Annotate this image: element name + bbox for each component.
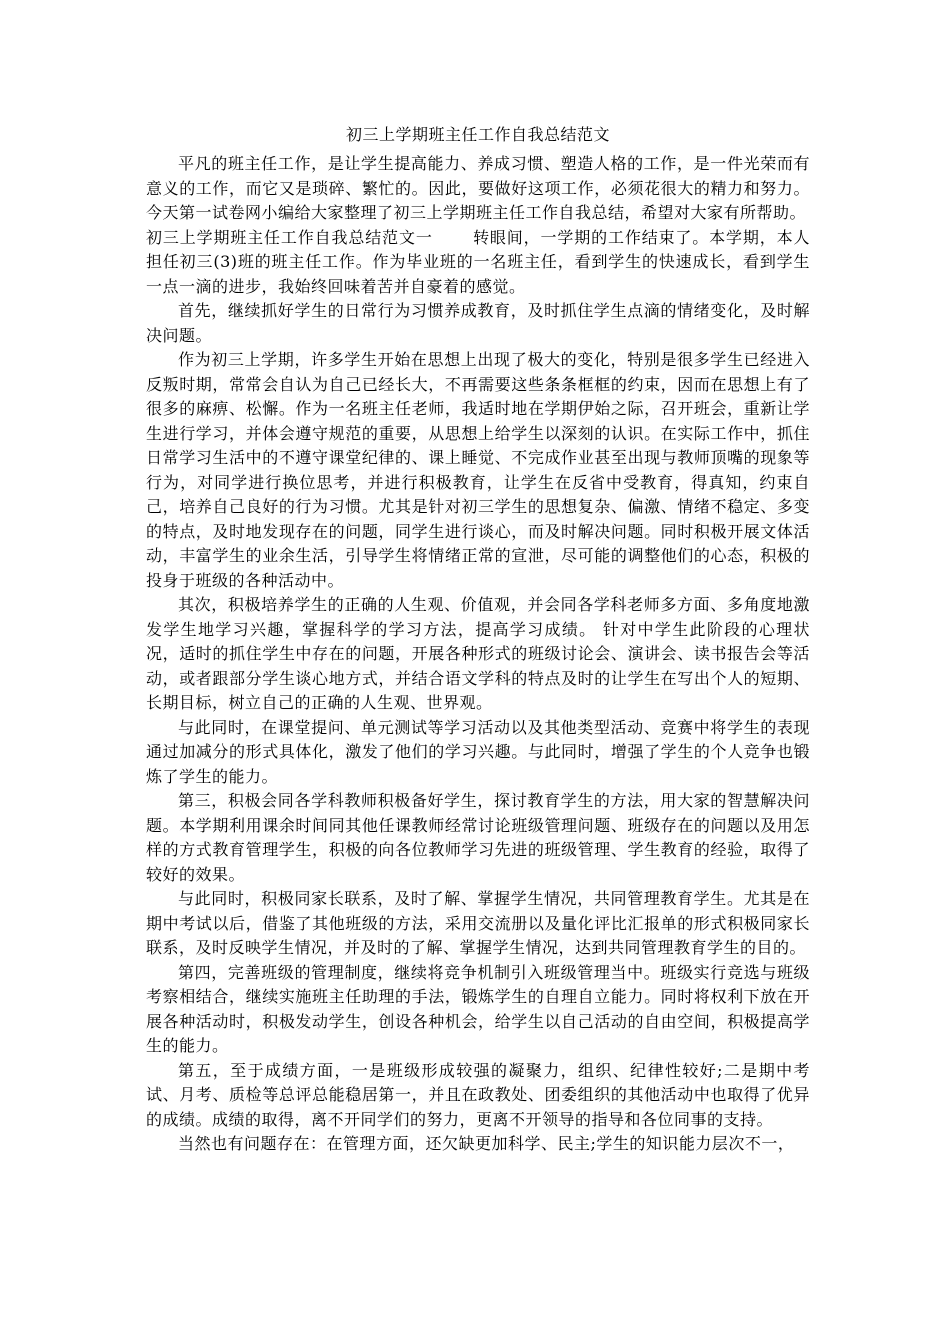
section-one-paragraph [146,226,810,300]
document-title: 初三上学期班主任工作自我总结范文 [345,125,610,144]
body-paragraph: 与此同时，积极同家长联系，及时了解、掌握学生情况，共同管理教育学生。尤其是在期中考试以后，借鉴了其他班级的方法，采用交流册以及量化评比汇报单的形式积极同家长联系，及时反映学生情况，并及时的了解、掌握学生情况，达到共同管理教育学生的目的。 [146,889,810,957]
body-paragraph: 首先，继续抓好学生的日常行为习惯养成教育，及时抓住学生点滴的情绪变化，及时解决问题。 [146,301,810,345]
body-paragraph: 作为初三上学期，许多学生开始在思想上出现了极大的变化，特别是很多学生已经进入反叛时期，常常会自认为自己已经长大，不再需要这些条条框框的约束，因而在思想上有了很多的麻痹、松懈。作为一名班主任老师，我适时地在学期伊始之际，召开班会，重新让学生进行学习，并体会遵守规范的重要，从思想上给学生以深刻的认识。在实际工作中，抓住日常学习生活中的不遵守课堂纪律的、课上睡觉、不完成作业甚至出现与教师顶嘴的现象等行为，对同学进行换位思考，并进行积极教育，让学生在反省中受教育，得真知，约束自己，培养自己良好的行为习惯。尤其是针对初三学生的思想复杂、偏激、情绪不稳定、多变的特点，及时地发现存在的问题，同学生进行谈心，而及时解决问题。同时积极开展文体活动，丰富学生的业余生活，引导学生将情绪正常的宣泄，尽可能的调整他们的心态，积极的投身于班级的各种活动中。 [146,350,810,590]
body-paragraph: 当然也有问题存在：在管理方面，还欠缺更加科学、民主;学生的知识能力层次不一， [178,1134,795,1153]
intro-paragraph: 平凡的班主任工作，是让学生提高能力、养成习惯、塑造人格的工作，是一件光荣而有意义的工作，而它又是琐碎、繁忙的。因此，要做好这项工作，必须花很大的精力和努力。今天第一试卷网小编给大家整理了初三上学期班主任工作自我总结，希望对大家有所帮助。 [146,154,810,222]
body-paragraph: 第四，完善班级的管理制度，继续将竞争机制引入班级管理当中。班级实行竞选与班级考察相结合，继续实施班主任助理的手法，锻炼学生的自理自立能力。同时将权利下放在开展各种活动时，积极发动学生，创设各种机会，给学生以自己活动的自由空间，积极提高学生的能力。 [146,962,810,1055]
body-paragraph: 第五，至于成绩方面，一是班级形成较强的凝聚力，组织、纪律性较好;二是期中考试、月考、质检等总评总能稳居第一，并且在政教处、团委组织的其他活动中也取得了优异的成绩。成绩的取得，离不开同学们的努力，更离不开领导的指导和各位同事的支持。 [146,1060,810,1129]
body-paragraph: 第三，积极会同各学科教师积极备好学生，探讨教育学生的方法，用大家的智慧解决问题。本学期利用课余时间同其他任课教师经常讨论班级管理问题、班级存在的问题以及用怎样的方式教育管理学生，积极的向各位教师学习先进的班级管理、学生教育的经验，取得了较好的效果。 [146,791,810,884]
section-heading: 初三上学期班主任工作自我总结范文一 [146,227,433,247]
body-paragraph: 与此同时，在课堂提问、单元测试等学习活动以及其他类型活动、竞赛中将学生的表现通过加减分的形式具体化，激发了他们的学习兴趣。与此同时，增强了学生的个人竞争也锻炼了学生的能力。 [146,717,810,786]
body-paragraph: 其次，积极培养学生的正确的人生观、价值观，并会同各学科老师多方面、多角度地激发学生地学习兴趣，掌握科学的学习方法，提高学习成绩。 针对中学生此阶段的心理状况，适时的抓住学生中存在的问题，开展各种形式的班级讨论会、演讲会、读书报告会等活动，或者跟部分学生谈心地方式，并结合语文学科的特点及时的让学生在写出个人的短期、长期目标，树立自己的正确的人生观、世界观。 [146,595,810,712]
document-body [146,122,810,1157]
section-first-text: 转眼间，一学期的工作结束了。本学期，本人担任初三(3)班的班主任工作。作为毕业班的一名班主任，看到学生的快速成长，看到学生一点一滴的进步，我始终回味着苦并自豪着的感觉。 [146,227,810,296]
